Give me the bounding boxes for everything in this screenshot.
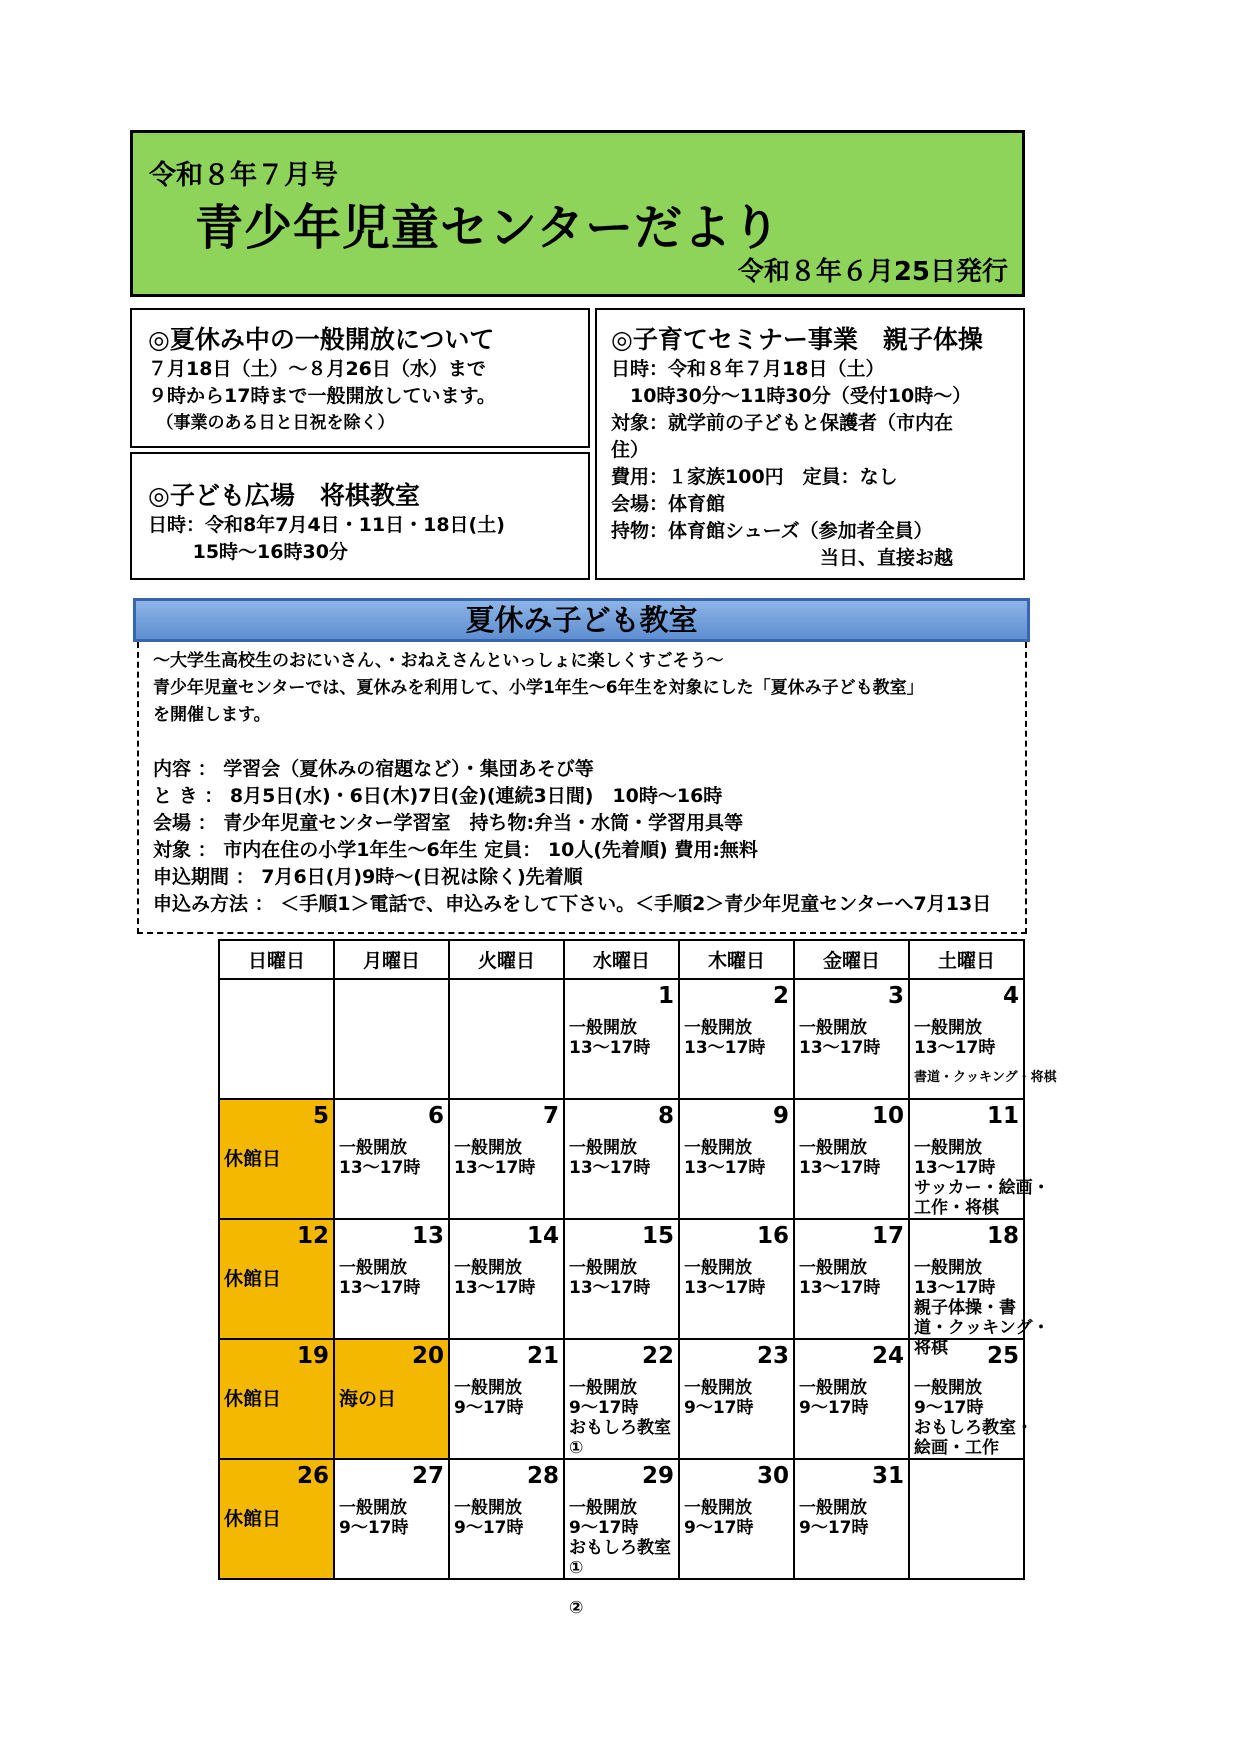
weekday-header: 日曜日	[219, 940, 334, 979]
day-content-line: 一般開放	[454, 1378, 522, 1398]
day-content-line: 13～17時	[799, 1278, 881, 1298]
notice-line: 当日、直接お越	[611, 547, 954, 569]
notice-line: 15時～16時30分	[148, 541, 348, 563]
day-number: 18	[986, 1223, 1019, 1249]
day-content	[914, 1378, 1033, 1458]
notice-line: 住）	[611, 439, 650, 461]
day-number: 24	[871, 1343, 904, 1369]
day-content-line: 一般開放	[914, 1018, 982, 1038]
calendar-day-cell	[679, 1339, 794, 1459]
calendar-day-cell	[564, 1459, 679, 1618]
day-number: 2	[772, 983, 789, 1009]
calendar-day-cell	[794, 1219, 909, 1339]
day-content-line: ①	[569, 1438, 584, 1458]
day-content-line: おもしろ教室	[569, 1418, 671, 1438]
day-number: 10	[871, 1103, 904, 1129]
calendar-day-cell	[794, 1099, 909, 1219]
day-content-line: 13～17時	[569, 1158, 651, 1178]
day-content-line: 13～17時	[569, 1278, 651, 1298]
newsletter-header	[130, 130, 1025, 297]
day-content	[569, 1258, 650, 1298]
day-content-line: 一般開放	[684, 1138, 752, 1158]
day-content-line: 13～17時	[684, 1278, 766, 1298]
day-content-line: 13～17時	[914, 1158, 996, 1178]
closed-label: 休館日	[224, 1148, 282, 1170]
day-number: 11	[986, 1103, 1019, 1129]
calendar-day-cell	[679, 979, 794, 1099]
calendar-day-cell	[219, 1099, 334, 1219]
day-content	[339, 1138, 420, 1178]
day-number: 5	[312, 1103, 329, 1129]
notice-line: 費用：１家族100円 定員：なし	[611, 466, 898, 488]
day-number: 7	[542, 1103, 559, 1129]
calendar-day-cell	[679, 1099, 794, 1219]
event-line: 申込期間 ： 7月6日(月)9時～(日祝は除く)先着順	[153, 866, 583, 888]
calendar-table	[218, 939, 1057, 1618]
weekday-header: 木曜日	[679, 940, 794, 979]
day-number: 1	[657, 983, 674, 1009]
calendar-week-row	[219, 1099, 1024, 1219]
day-content	[339, 1258, 420, 1298]
day-content-line: おもしろ教室	[569, 1538, 671, 1558]
day-content-line: 13～17時	[454, 1158, 536, 1178]
event-line: と き ： 8月5日(水)・6日(木)7日(金)(連続3日間) 10時～16時	[153, 785, 723, 807]
day-content-line: 一般開放	[569, 1138, 637, 1158]
seminar-notice	[595, 308, 1025, 580]
calendar-day-cell	[219, 1339, 334, 1459]
day-content-line: 9～17時	[339, 1518, 409, 1538]
calendar-day-cell	[909, 1459, 1024, 1579]
day-content-line: 一般開放	[454, 1138, 522, 1158]
day-content	[454, 1378, 524, 1418]
day-content-line: 13～17時	[799, 1158, 881, 1178]
day-number: 29	[641, 1463, 674, 1489]
notice-line: 対象：就学前の子どもと保護者（市内在	[611, 412, 954, 434]
day-number: 20	[411, 1343, 444, 1369]
day-content	[914, 1018, 1057, 1086]
day-content-line: 一般開放	[914, 1138, 982, 1158]
day-content-line: ①	[569, 1558, 584, 1578]
day-content-line: 一般開放	[799, 1138, 867, 1158]
calendar-week-row	[219, 1219, 1024, 1339]
day-number: 3	[887, 983, 904, 1009]
event-line: を開催します。	[153, 705, 271, 725]
day-content-line: 一般開放	[569, 1018, 637, 1038]
event-line: 内容 ： 学習会（夏休みの宿題など）・集団あそび等	[153, 758, 594, 780]
weekday-header: 土曜日	[909, 940, 1024, 979]
calendar-day-cell	[564, 1339, 679, 1459]
day-content-line: 9～17時	[569, 1518, 639, 1538]
day-content	[569, 1498, 671, 1618]
calendar-header-row	[219, 940, 1024, 979]
day-content-line: 9～17時	[799, 1518, 869, 1538]
day-content-line: 9～17時	[914, 1398, 984, 1418]
day-content	[799, 1258, 880, 1298]
day-number: 22	[641, 1343, 674, 1369]
day-content	[684, 1138, 765, 1178]
day-content-line: サッカー・絵画・	[914, 1178, 1050, 1198]
day-content-line: 13～17時	[569, 1038, 651, 1058]
calendar-day-cell	[564, 1219, 679, 1339]
day-content	[454, 1258, 535, 1298]
day-content-line: 9～17時	[684, 1398, 754, 1418]
day-content	[914, 1138, 1050, 1218]
calendar-body	[219, 979, 1057, 1618]
publish-date: 令和８年６月25日発行	[737, 257, 1008, 287]
notice-title: ◎子ども広場 将棋教室	[148, 481, 420, 510]
day-content-line: 13～17時	[339, 1278, 421, 1298]
calendar-day-cell	[564, 1099, 679, 1219]
notice-title: ◎夏休み中の一般開放について	[148, 325, 495, 354]
calendar-day-cell	[219, 1459, 334, 1579]
day-number: 28	[526, 1463, 559, 1489]
day-number: 27	[411, 1463, 444, 1489]
day-content	[454, 1498, 524, 1538]
day-number: 13	[411, 1223, 444, 1249]
day-content-line: 一般開放	[569, 1498, 637, 1518]
day-number: 30	[756, 1463, 789, 1489]
calendar-day-cell	[219, 1219, 334, 1339]
calendar-day-cell	[219, 979, 334, 1099]
calendar-day-cell	[334, 1099, 449, 1219]
day-content-line: 13～17時	[914, 1278, 996, 1298]
day-number: 23	[756, 1343, 789, 1369]
calendar-day-cell	[449, 979, 564, 1099]
calendar-week-row	[219, 1459, 1024, 1579]
day-content-line: 13～17時	[914, 1038, 996, 1058]
notice-line: 持物：体育館シューズ（参加者全員）	[611, 520, 933, 542]
day-content	[454, 1138, 535, 1178]
notice-title: ◎子育てセミナー事業 親子体操	[611, 325, 983, 354]
calendar-day-cell	[564, 979, 679, 1099]
calendar-day-cell	[449, 1339, 564, 1459]
day-number: 12	[296, 1223, 329, 1249]
notice-line: 日時：令和8年7月4日・11日・18日(土)	[148, 514, 505, 536]
notice-line: （事業のある日と日祝を除く）	[148, 413, 395, 433]
calendar-day-cell	[794, 1339, 909, 1459]
event-banner: 夏休み子ども教室	[133, 598, 1030, 642]
calendar-day-cell	[334, 1339, 449, 1459]
calendar-day-cell	[449, 1099, 564, 1219]
calendar-day-cell	[449, 1219, 564, 1339]
day-content-line: 一般開放	[684, 1258, 752, 1278]
day-content-line: 13～17時	[684, 1158, 766, 1178]
calendar-day-cell	[909, 1339, 1033, 1459]
day-content-line: 13～17時	[799, 1038, 881, 1058]
calendar-day-cell	[334, 979, 449, 1099]
event-details	[137, 642, 1027, 934]
calendar-week-row	[219, 1339, 1024, 1459]
weekday-header: 火曜日	[449, 940, 564, 979]
day-content-line: 13～17時	[454, 1278, 536, 1298]
day-content-line: 一般開放	[454, 1498, 522, 1518]
day-content	[684, 1378, 754, 1418]
day-content	[339, 1498, 409, 1538]
day-content	[799, 1378, 869, 1418]
day-number: 6	[427, 1103, 444, 1129]
day-content-line: 9～17時	[454, 1518, 524, 1538]
closed-label: 休館日	[224, 1268, 282, 1290]
day-content-line: 13～17時	[684, 1038, 766, 1058]
day-number: 8	[657, 1103, 674, 1129]
summer-open-notice	[130, 308, 590, 448]
day-content-line: ②	[569, 1598, 584, 1618]
shogi-notice	[130, 452, 590, 580]
day-content-line: 9～17時	[569, 1398, 639, 1418]
day-content-line: 道・クッキング・	[914, 1318, 1050, 1338]
weekday-header: 金曜日	[794, 940, 909, 979]
day-number: 14	[526, 1223, 559, 1249]
day-number: 9	[772, 1103, 789, 1129]
calendar-week-row	[219, 979, 1024, 1099]
day-content-line: 9～17時	[454, 1398, 524, 1418]
day-content	[684, 1018, 765, 1058]
calendar-day-cell	[449, 1459, 564, 1579]
day-content	[569, 1378, 671, 1458]
day-content	[569, 1018, 650, 1058]
day-content	[799, 1138, 880, 1178]
day-content-line: 一般開放	[339, 1498, 407, 1518]
day-number: 21	[526, 1343, 559, 1369]
day-number: 31	[871, 1463, 904, 1489]
issue-label: 令和８年７月号	[149, 160, 338, 191]
calendar-day-cell	[794, 979, 909, 1099]
day-content-line: 9～17時	[684, 1518, 754, 1538]
day-number: 19	[296, 1343, 329, 1369]
day-note: 書道・クッキング・将棋	[914, 1070, 1057, 1085]
day-content	[684, 1498, 754, 1538]
event-line: 青少年児童センターでは、夏休みを利用して、小学1年生～6年生を対象にした「夏休み子ども教室」	[153, 678, 924, 698]
day-content	[799, 1018, 880, 1058]
notice-line: 会場：体育館	[611, 493, 726, 515]
calendar-day-cell	[794, 1459, 909, 1579]
day-content-line: 9～17時	[799, 1398, 869, 1418]
day-content	[799, 1498, 869, 1538]
calendar-day-cell	[334, 1459, 449, 1579]
day-content-line: 一般開放	[914, 1258, 982, 1278]
notice-line: ９時から17時まで一般開放しています。	[148, 385, 496, 407]
day-number: 25	[986, 1343, 1019, 1369]
closed-label: 休館日	[224, 1388, 282, 1410]
day-content-line: 工作・将棋	[914, 1198, 999, 1218]
closed-label: 海の日	[339, 1388, 397, 1410]
event-spacer	[153, 729, 1025, 756]
day-content-line: 一般開放	[914, 1378, 982, 1398]
event-line: 対象 ： 市内在住の小学1年生～6年生 定員： 10人(先着順) 費用:無料	[153, 839, 758, 861]
notice-line: 10時30分～11時30分（受付10時～）	[611, 385, 972, 407]
day-number: 26	[296, 1463, 329, 1489]
day-content-line: 一般開放	[569, 1378, 637, 1398]
event-line: ～大学生高校生のおにいさん、・おねえさんといっしょに楽しくすごそう～	[153, 651, 724, 671]
day-content-line: 一般開放	[684, 1498, 752, 1518]
day-content-line: 一般開放	[799, 1018, 867, 1038]
calendar-day-cell	[679, 1459, 794, 1579]
calendar-day-cell	[334, 1219, 449, 1339]
weekday-header: 月曜日	[334, 940, 449, 979]
day-content-line: おもしろ教室・	[914, 1418, 1033, 1438]
calendar-day-cell	[909, 979, 1057, 1099]
event-line: 会場 ： 青少年児童センター学習室 持ち物:弁当・水筒・学習用具等	[153, 812, 744, 834]
day-number: 15	[641, 1223, 674, 1249]
weekday-header: 水曜日	[564, 940, 679, 979]
calendar-day-cell	[909, 1099, 1050, 1219]
day-number: 16	[756, 1223, 789, 1249]
event-line: 申込み方法 ： ＜手順1＞電話で、申込みをして下さい。＜手順2＞青少年児童センターへ7月13日	[153, 893, 992, 915]
day-content-line: 一般開放	[799, 1498, 867, 1518]
day-content-line: 一般開放	[684, 1378, 752, 1398]
day-number: 17	[871, 1223, 904, 1249]
day-content-line: 一般開放	[454, 1258, 522, 1278]
day-content-line: 13～17時	[339, 1158, 421, 1178]
day-content-line: 一般開放	[339, 1138, 407, 1158]
day-content-line: 一般開放	[799, 1378, 867, 1398]
day-content	[569, 1138, 650, 1178]
notice-line: 日時：令和８年７月18日（土）	[611, 358, 885, 380]
day-content-line: 将棋	[914, 1338, 948, 1358]
day-content-line: 親子体操・書	[914, 1298, 1016, 1318]
notice-line: ７月18日（土）～８月26日（水）まで	[148, 358, 486, 380]
calendar-day-cell	[679, 1219, 794, 1339]
day-content-line: 絵画・工作	[914, 1438, 999, 1458]
day-content-line	[569, 1578, 671, 1598]
day-content-line: 一般開放	[339, 1258, 407, 1278]
day-content-line: 一般開放	[799, 1258, 867, 1278]
closed-label: 休館日	[224, 1508, 282, 1530]
day-content-line: 一般開放	[684, 1018, 752, 1038]
newsletter-title: 青少年児童センターだより	[195, 200, 782, 256]
day-content-line: 一般開放	[569, 1258, 637, 1278]
day-number: 4	[1002, 983, 1019, 1009]
day-content	[684, 1258, 765, 1298]
